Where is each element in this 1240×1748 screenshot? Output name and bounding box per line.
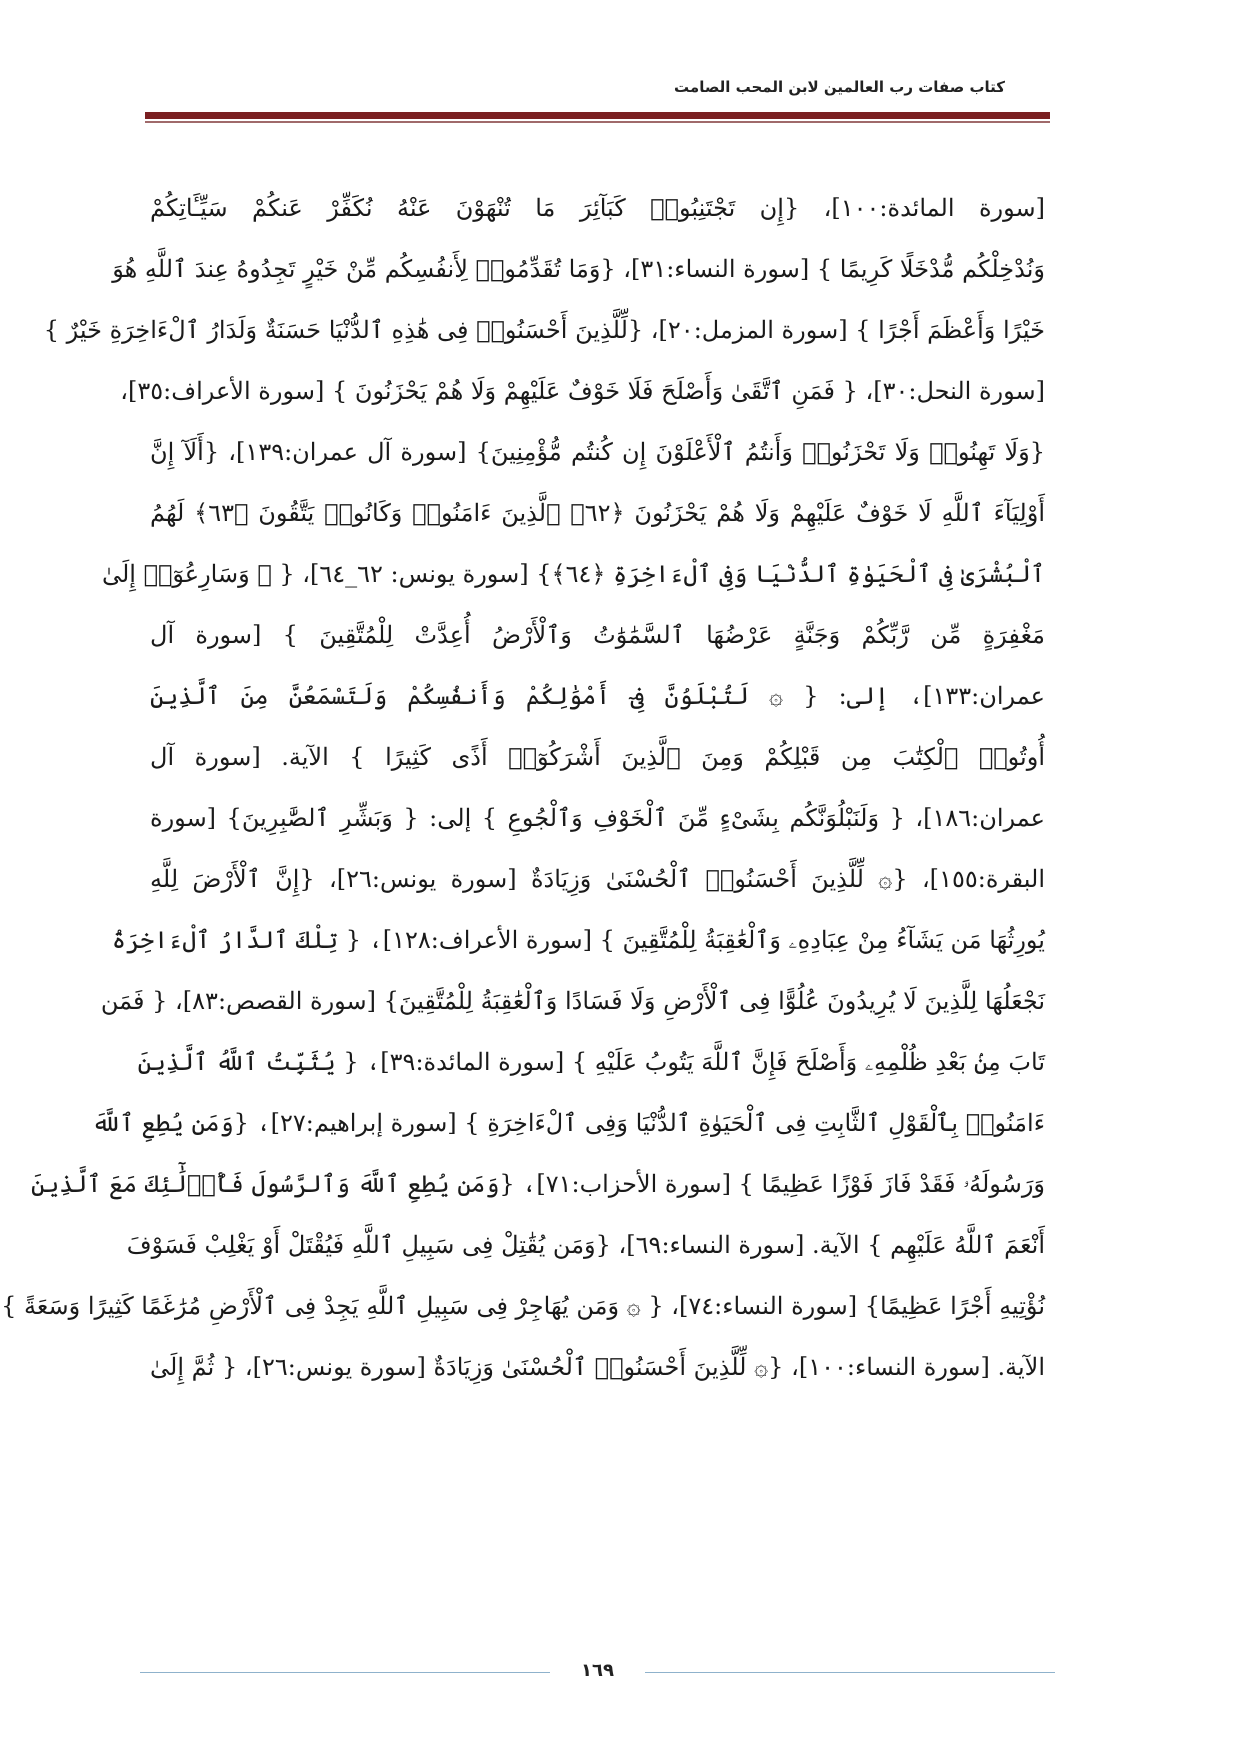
header-rule-thick	[145, 112, 1050, 119]
text-line-10: أُوتُوا۟ ٱلْكِتَٰبَ مِن قَبْلِكُمْ وَمِنَ ٱلَّذِينَ أَشْرَكُوٓا۟ أَذًى كَثِيرًا } الآية. [سورة آل	[150, 743, 1045, 771]
running-header-title: كتاب صفات رب العالمين لابن المحب الصامت	[674, 78, 1005, 96]
text-line-14: نَجْعَلُهَا لِلَّذِينَ لَا يُرِيدُونَ عُلُوًّا فِى ٱلْأَرْضِ وَلَا فَسَادًا وَٱلْعَٰقِبَةُ لِلْمُتَّقِينَ} [سورة القصص:٨٣]، { فَمَن	[100, 987, 1045, 1015]
text-line-9: عمران:١٣٣]، إلى: { ۞ لَتُبْلَوُنَّ فِىٓ أَمْوَٰلِكُمْ وَأَنفُسِكُمْ وَلَتَسْمَعُنَّ مِنَ ٱلَّذِينَ	[150, 682, 1045, 710]
text-line-1: [سورة المائدة:١٠٠]، {إِن تَجْتَنِبُوا۟ كَبَآئِرَ مَا تُنْهَوْنَ عَنْهُ نُكَفِّرْ عَنكُمْ سَيِّـَٔاتِكُمْ	[150, 194, 1045, 222]
text-line-19: نُؤْتِيهِ أَجْرًا عَظِيمًا} [سورة النساء:٧٤]، { ۞ وَمَن يُهَاجِرْ فِى سَبِيلِ ٱللَّهِ يَجِدْ فِى ٱلْأَرْضِ مُرَٰغَمًا كَثِيرًا وَسَعَةً }	[1, 1292, 1045, 1320]
text-line-18: أَنْعَمَ ٱللَّهُ عَلَيْهِم } الآية. [سورة النساء:٦٩]، {وَمَن يُقَٰتِلْ فِى سَبِيلِ ٱللَّهِ فَيُقْتَلْ أَوْ يَغْلِبْ فَسَوْفَ	[126, 1231, 1045, 1259]
text-line-3: خَيْرًا وَأَعْظَمَ أَجْرًا } [سورة المزمل:٢٠]، {لِّلَّذِينَ أَحْسَنُوا۟ فِى هَٰذِهِ ٱلدُّنْيَا حَسَنَةٌ وَلَدَارُ ٱلْءَاخِرَةِ خَيْرٌ }	[43, 316, 1045, 344]
text-line-2: وَنُدْخِلْكُم مُّدْخَلًا كَرِيمًا } [سورة النساء:٣١]، {وَمَا تُقَدِّمُوا۟ لِأَنفُسِكُم مِّنْ خَيْرٍ تَجِدُوهُ عِندَ ٱللَّهِ هُوَ	[112, 255, 1045, 283]
text-line-12: البقرة:١٥٥]، {۞ لِّلَّذِينَ أَحْسَنُوا۟ ٱلْحُسْنَىٰ وَزِيَادَةٌ [سورة يونس:٢٦]، {إِنَّ ٱلْأَرْضَ لِلَّهِ	[150, 865, 1045, 893]
text-line-15: تَابَ مِنۢ بَعْدِ ظُلْمِهِۦ وَأَصْلَحَ فَإِنَّ ٱللَّهَ يَتُوبُ عَلَيْهِ } [سورة المائدة:٣٩]، { يُثَبِّتُ ٱللَّهُ ٱلَّذِينَ	[137, 1048, 1045, 1076]
text-line-5: {وَلَا تَهِنُوا۟ وَلَا تَحْزَنُوا۟ وَأَنتُمُ ٱلْأَعْلَوْنَ إِن كُنتُم مُّؤْمِنِينَ} [سورة آل عمران:١٣٩]، {أَلَآ إِنَّ	[150, 438, 1045, 466]
text-line-11: عمران:١٨٦]، { وَلَنَبْلُوَنَّكُم بِشَىْءٍ مِّنَ ٱلْخَوْفِ وَٱلْجُوعِ } إلى: { وَبَشِّرِ ٱلصَّٰبِرِينَ} [سورة	[150, 804, 1045, 832]
page-number: ١٦٩	[581, 1660, 614, 1681]
text-line-8: مَغْفِرَةٍ مِّن رَّبِّكُمْ وَجَنَّةٍ عَرْضُهَا ٱلسَّمَٰوَٰتُ وَٱلْأَرْضُ أُعِدَّتْ لِلْمُتَّقِينَ } [سورة آل	[150, 621, 1045, 649]
text-line-4: [سورة النحل:٣٠]، { فَمَنِ ٱتَّقَىٰ وَأَصْلَحَ فَلَا خَوْفٌ عَلَيْهِمْ وَلَا هُمْ يَحْزَنُونَ } [سورة الأعراف:٣٥]،	[120, 377, 1045, 405]
text-line-17: وَرَسُولَهُۥ فَقَدْ فَازَ فَوْزًا عَظِيمًا } [سورة الأحزاب:٧١]، {وَمَن يُطِعِ ٱللَّهَ وَٱلرَّسُولَ فَأُو۟لَٰٓئِكَ مَعَ ٱلَّذِينَ	[31, 1170, 1045, 1198]
text-line-7: ٱلْبُشْرَىٰ فِى ٱلْحَيَوٰةِ ٱلدُّنْيَا وَفِى ٱلْءَاخِرَةِ ﴿٦٤﴾} [سورة يونس: ٦٢_٦٤]، { ۞ وَسَارِعُوٓا۟ إِلَىٰ	[101, 560, 1045, 588]
text-line-20: الآية. [سورة النساء:١٠٠]، {۞ لِّلَّذِينَ أَحْسَنُوا۟ ٱلْحُسْنَىٰ وَزِيَادَةٌ [سورة يونس:٢٦]، { ثُمَّ إِلَىٰ	[150, 1353, 1045, 1381]
footer-rule-left	[140, 1672, 550, 1673]
body-text	[1, 178, 1046, 1398]
text-line-16: ءَامَنُوا۟ بِٱلْقَوْلِ ٱلثَّابِتِ فِى ٱلْحَيَوٰةِ ٱلدُّنْيَا وَفِى ٱلْءَاخِرَةِ } [سورة إبراهيم:٢٧]، {وَمَن يُطِعِ ٱللَّهَ	[91, 1109, 1045, 1137]
header-rule-thin	[145, 121, 1050, 123]
footer-rule-right	[645, 1672, 1055, 1673]
text-line-13: يُورِثُهَا مَن يَشَآءُ مِنْ عِبَادِهِۦ وَٱلْعَٰقِبَةُ لِلْمُتَّقِينَ } [سورة الأعراف:١٢٨]، { تِلْكَ ٱلدَّارُ ٱلْءَاخِرَةُ	[111, 926, 1045, 954]
text-line-6: أَوْلِيَآءَ ٱللَّهِ لَا خَوْفٌ عَلَيْهِمْ وَلَا هُمْ يَحْزَنُونَ ﴿٦٢﴾ ٱلَّذِينَ ءَامَنُوا۟ وَكَانُوا۟ يَتَّقُونَ ﴿٦٣﴾ لَهُمُ	[150, 499, 1046, 527]
